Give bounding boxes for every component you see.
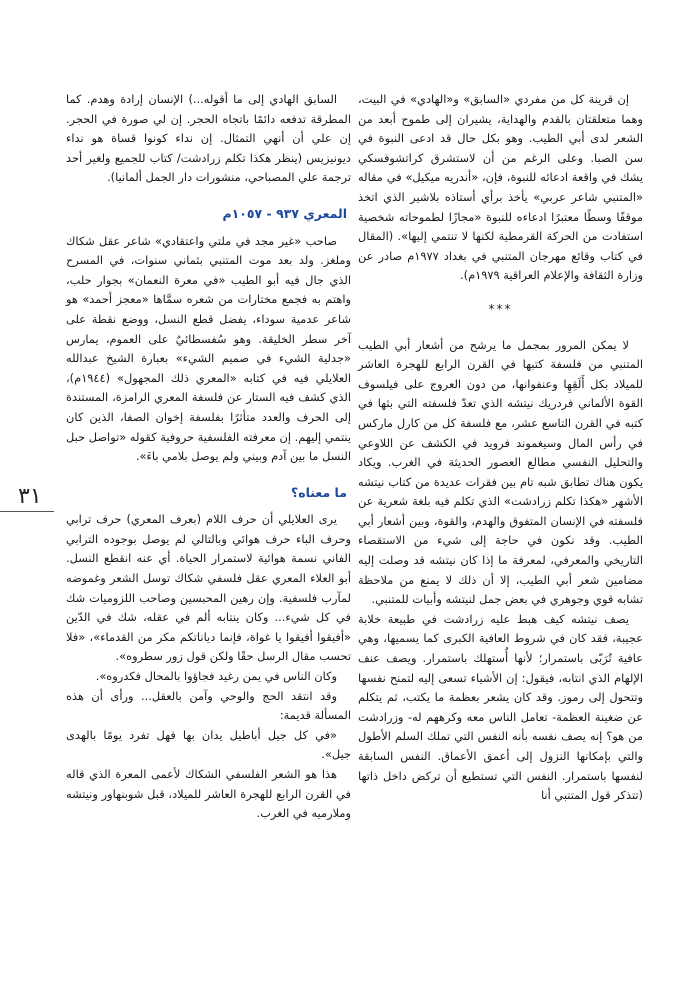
paragraph: وقد انتقد الحج والوحي وآمن بالعقل... ورأى أن هذه المسألة قديمة: [66,688,351,723]
left-column [66,90,351,824]
paragraph: وكان الناس في يمن رغيد فجاؤوا بالمحال فكدروه». [95,669,337,684]
paragraph: «في كل جيل أباطيل يدان بها فهل تفرد يومًا بالهدى جيل». [66,727,351,762]
paragraph: يرى العلايلي أن حرف اللام (بعرف المعري) حرف ترابي وحرف الباء حرف هوائي وبالتالي لم يوصل بوجوده الترابي الفاني نسمة هوائية لاستمرار الحياة. أي عنه انقطع النسل. أبو العلاء المعري عقل فلسفي شكاك توسل الشعر وغموضه لمآرب فلسفية. وإن رهين المحبسين وصاحب اللزوميات شك في كل شيء... وكان ينتابه ألم في عقله، شك في الدّين «أفيقوا أفيقوا يا غواة، فإنما دياناتكم مكر من القدماء»، «فلا تحسب مقال الرسل حقًا ولكن قول زور سطروه». [66,512,351,664]
paragraph: صاحب «غير مجد في ملتي واعتقادي» شاعر عقل شكاك وملغز. ولد بعد موت المتنبي بثماني سنوات، في المسرح الذي جال فيه أبو الطيب «في معرة النعمان» بجوار حلب، واهتم به فجمع مختارات من شعره سمَّاها «معجز أحمد» هو شاعر عدمية سوداء، يفضل قطع النسل، ووضع نقطة على آخر سطر الخليقة. وهو سُفسطائيٌ على العموم، يمارس «جدلية الشيء في صميم الشيء» بعبارة الشيخ عبدالله العلايلي فيه في كتابه «المعري ذلك المجهول» (١٩٤٤م)، الذي كشف فيه الستار عن فلسفة المعري الرامزة، المستندة إلى الحرف والعدد متأثرًا بفلسفة إخوان الصفا، الذين كان ينتمي إليهم. إن معرفته الفلسفية حروفية كقوله «تواصل حبل النسل ما بين آدم وبيني ولم يوصل بلامي باءَ». [66,233,351,464]
paragraph: إن قرينة كل من مفردي «السابق» و«الهادي» في البيت، وهما متعلقتان بالقدم والهداية، يشيران إلى طموح أبعد من الشعر لدى أبي الطيب. وهو بكل حال قد ادعى النبوة في سن الصبا. وعلى الرغم من أن لاستشرق كراتشوفسكي يشك في واقعة ادعائه للنبوة، فإن، «أندريه ميكيل» في مقاله «المتنبي شاعر عربي» يأخذ برأي أستاذه بلاشير الذي اتخذ موقفًا وسطًا معتبرًا ادعاءه للنبوة «مجازًا لطموحاته شخصية استفادت من الحركة القرمطية لكنها لا تنتمي إليها». (المقال في كتاب وقائع مهرجان المتنبي في بغداد ١٩٧٧م صادر عن وزارة الثقافة والإعلام العراقية ١٩٧٩م). [358,92,643,283]
paragraph: هذا هو الشعر الفلسفي الشكاك لأعمى المعرة الذي قاله في القرن الرابع للهجرة العاشر للميلاد، قبل شوبنهاور ونيتشه وملارميه في الغرب. [66,767,351,821]
section-separator: *** [488,301,513,316]
section-heading: المعري ٩٣٧ - ١٠٥٧م [222,205,347,221]
right-column [358,90,643,806]
page-number-rule [0,511,54,512]
paragraph: السابق الهادي إلى ما أقوله...) الإنسان إرادة وهدم. كما المطرقة تدفعه دائمًا باتجاه الحجر. إن لي صورة في الحجر. إن علي أن أنهي التمثال. إن نداء كونوا قساة هو نداء ديونيزيس (ينظر هكذا تكلم زرادشت/ كتاب للجميع ولغير أحد ترجمة علي المصباحي، منشورات دار الجمل ألمانيا). [66,92,351,185]
paragraph: يصف نيتشه كيف هبط عليه زرادشت في طبيعة خلابة عجيبة، فقد كان في شروط العافية الكبرى كما يسميها، وهي عافية تُرَبّى باستمرار؛ لأنها أُستهلك باستمرار. ويصف عنف الإلهام الذي انتابه، فيقول: إن الأشياء تسعى إليه لتمنح نفسها وتتحول إلى رموز. وقد كان يشعر بعظمة ما يكتب، ثم يتكلم عن ضغينة العظمة- تعامل الناس معه وكرههم له- وزرادشت من هو؟ إنه يصف نفسه بأنه النفس التي تملك السلم الأطول والتي بإمكانها النزول إلى أعمق الأعماق. النفس السابقة لنفسها باستمرار. النفس التي تستطيع أن تركض داخل ذاتها (تتذكر قول المتنبي أنا [358,611,643,803]
page-number: ٣١ [18,484,42,509]
section-heading: ما معناه؟ [290,484,347,500]
paragraph: لا يمكن المرور بمجمل ما يرشح من أشعار أبي الطيب المتنبي من فلسفة كتبها في القرن الرابع للهجرة العاشر للميلاد بكل أَلَقِهِا وعنفوانها، من دون العروج على فيلسوف القوة الألماني فردريك نيتشه الذي تعدّ فلسفته التي بثها في كتبه في القرن التاسع عشر، مع فلسفة كل من كارل ماركس في رأس المال وسيغموند فرويد في الكشف عن اللاوعي والتحليل النفسي مطالع العصور الحديثة في الغرب. ويكاد يكون هناك تطابق شبه تام بين فقرات عديدة من كتاب نيتشه الأشهر «هكذا تكلم زرادشت» الذي تكلم فيه بلغة شعرية عن فلسفته في الإنسان المتفوق والهدم، والقوة، وبين أشعار أبي الطيب. وقد نكون في حاجة إلى شيء من الاستقصاء التاريخي والمعرفي، لمعرفة ما إذا كان نيتشه قد وصلت إليه مضامين شعر أبي الطيب، إلا أن ذلك لا يمنع من ملاحظة تشابه قوي وجوهري في بعض جمل لنيتشه وأبيات للمتنبي. [358,337,643,607]
